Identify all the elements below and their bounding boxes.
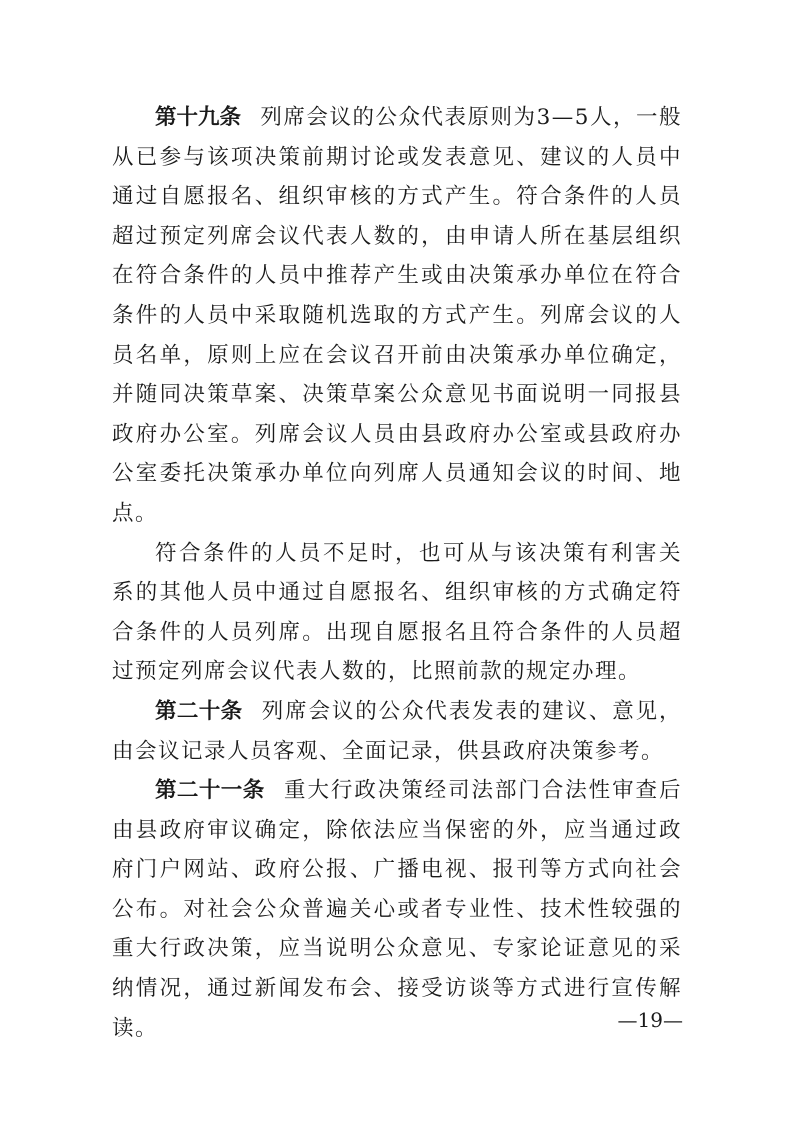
paragraph-text: 列席会议的公众代表原则为3—5人，一般从已参与该项决策前期讨论或发表意见、建议的人员中通过自愿报名、组织审核的方式产生。符合条件的人员超过预定列席会议代表人数的，由申请人所在基层组织在符合条件的人员中推荐产生或由决策承办单位在符合条件的人员中采取随机选取的方式产生。列席会议的人员名单，原则上应在会议召开前由决策承办单位确定，并随同决策草案、决策草案公众意见书面说明一同报县政府办公室。列席会议人员由县政府办公室或县政府办公室委托决策承办单位向列席人员通知会议的时间、地点。 (112, 105, 682, 526)
paragraph-article-19 (112, 98, 682, 534)
paragraph-text: 符合条件的人员不足时，也可从与该决策有利害关系的其他人员中通过自愿报名、组织审核的方式确定符合条件的人员列席。出现自愿报名且符合条件的人员超过预定列席会议代表人数的，比照前款的规定办理。 (112, 540, 682, 685)
article-heading: 第十九条 (155, 105, 242, 130)
article-heading: 第二十条 (155, 698, 243, 724)
paragraph-article-19-continued (112, 534, 682, 692)
article-heading: 第二十一条 (155, 778, 265, 804)
paragraph-article-21 (112, 771, 682, 1048)
paragraph-text: 列席会议的公众代表发表的建议、意见，由会议记录人员客观、全面记录，供县政府决策参考。 (112, 698, 682, 764)
page-number: —19— (617, 1008, 683, 1032)
paragraph-article-20 (112, 692, 682, 771)
paragraph-text: 重大行政决策经司法部门合法性审查后由县政府审议确定，除依法应当保密的外，应当通过政府门户网站、政府公报、广播电视、报刊等方式向社会公布。对社会公众普遍关心或者专业性、技术性较强的重大行政决策，应当说明公众意见、专家论证意见的采纳情况，通过新闻发布会、接受访谈等方式进行宣传解读。 (112, 778, 682, 1041)
document-body (112, 98, 682, 1048)
